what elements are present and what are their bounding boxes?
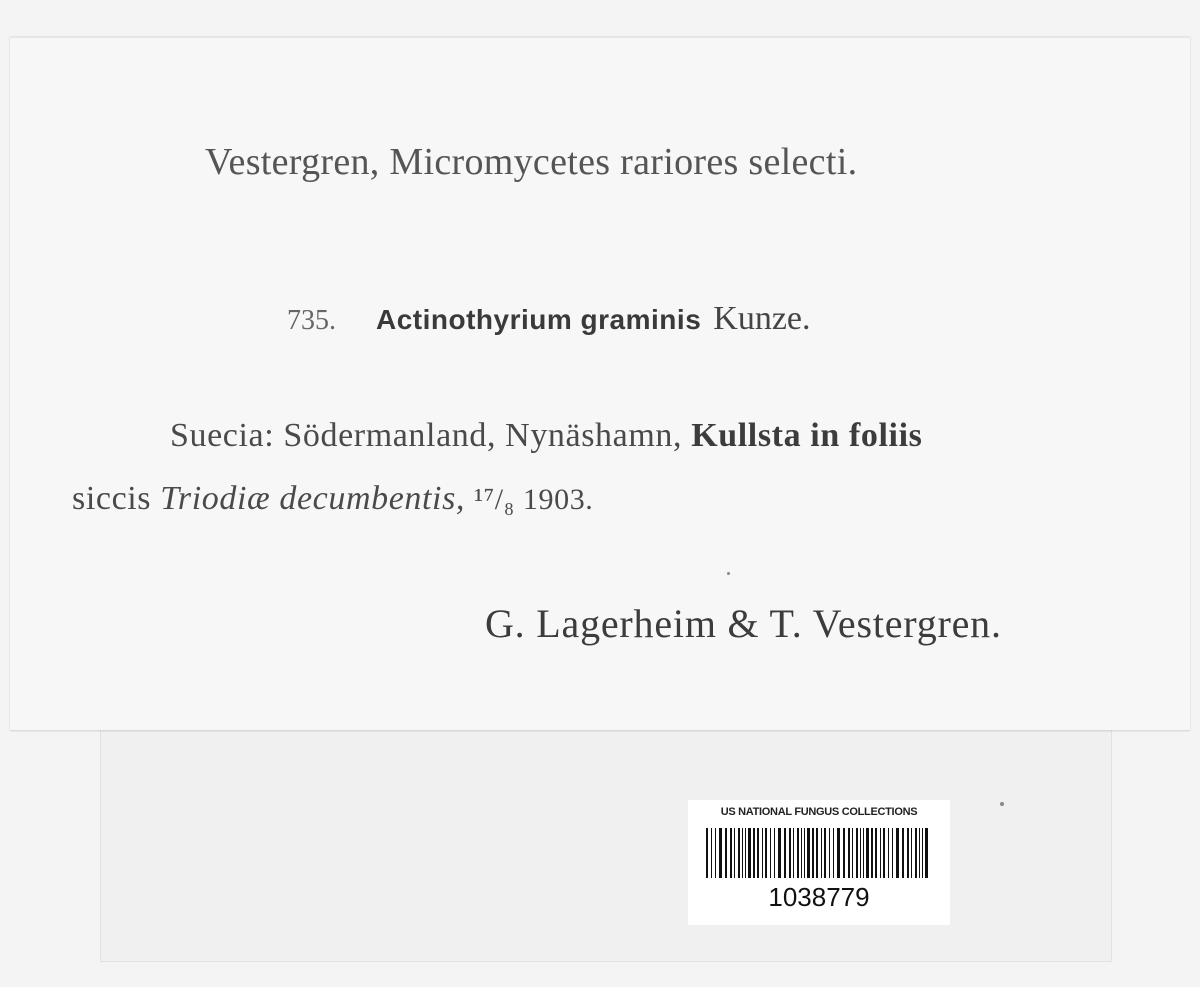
barcode-bar bbox=[922, 828, 923, 878]
barcode-bar bbox=[738, 828, 740, 878]
barcode-bar bbox=[888, 828, 889, 878]
barcode-bar bbox=[896, 828, 899, 878]
speck bbox=[1000, 802, 1004, 806]
entry-number: 735. bbox=[287, 305, 336, 336]
locality-line-2 bbox=[72, 480, 593, 518]
barcode-institution: US NATIONAL FUNGUS COLLECTIONS bbox=[720, 806, 918, 818]
barcode-bar bbox=[734, 828, 735, 878]
barcode-bar bbox=[829, 828, 830, 878]
barcode-bar bbox=[856, 828, 858, 878]
barcode-label bbox=[688, 800, 950, 925]
barcode-bar bbox=[730, 828, 732, 878]
barcode-bar bbox=[745, 828, 746, 878]
barcode-bar bbox=[711, 828, 712, 878]
barcode-bar bbox=[770, 828, 771, 878]
barcode-bar bbox=[715, 828, 716, 878]
locality-line-1 bbox=[170, 417, 922, 455]
taxon-entry bbox=[287, 300, 811, 338]
barcode-icon bbox=[706, 828, 932, 878]
barcode-bar bbox=[925, 828, 928, 878]
collectors: G. Lagerheim & T. Vestergren. bbox=[485, 601, 1002, 646]
host-plant: Triodiæ decumbentis, bbox=[160, 480, 466, 517]
barcode-bar bbox=[866, 828, 869, 878]
barcode-number: 1038779 bbox=[768, 882, 870, 912]
barcode-bar bbox=[863, 828, 864, 878]
barcode-bar bbox=[902, 828, 904, 878]
barcode-bar bbox=[719, 828, 722, 878]
backing-sheet bbox=[100, 720, 1112, 962]
barcode-bar bbox=[784, 828, 786, 878]
barcode-bar bbox=[892, 828, 893, 878]
barcode-bar bbox=[880, 828, 881, 878]
locality-prefix: Suecia: Södermanland, Nynäshamn, bbox=[170, 417, 683, 454]
taxon-author: Kunze. bbox=[713, 300, 811, 337]
barcode-bar bbox=[852, 828, 853, 878]
barcode-bar bbox=[848, 828, 850, 878]
barcode-bar bbox=[919, 828, 920, 878]
barcode-bar bbox=[762, 828, 763, 878]
barcode-bar bbox=[837, 828, 840, 878]
speck bbox=[727, 572, 730, 575]
barcode-bar bbox=[824, 828, 826, 878]
barcode-bar bbox=[883, 828, 885, 878]
barcode-bar bbox=[915, 828, 917, 878]
barcode-bar bbox=[812, 828, 814, 878]
barcode-bar bbox=[774, 828, 775, 878]
barcode-bar bbox=[907, 828, 909, 878]
barcode-bar bbox=[860, 828, 861, 878]
barcode-bar bbox=[816, 828, 818, 878]
barcode-bar bbox=[706, 828, 708, 878]
barcode-bar bbox=[725, 828, 727, 878]
barcode-bar bbox=[911, 828, 912, 878]
taxon-name: Actinothyrium graminis bbox=[376, 304, 702, 335]
collection-date: ¹⁷/₈ 1903. bbox=[474, 483, 594, 516]
barcode-bar bbox=[807, 828, 810, 878]
barcode-bar bbox=[778, 828, 781, 878]
barcode-bar bbox=[742, 828, 743, 878]
barcode-bar bbox=[793, 828, 794, 878]
barcode-bar bbox=[871, 828, 873, 878]
locality-site: Kullsta in foliis bbox=[691, 417, 923, 454]
barcode-bar bbox=[753, 828, 755, 878]
barcode-bar bbox=[804, 828, 805, 878]
barcode-bar bbox=[765, 828, 767, 878]
barcode-bar bbox=[833, 828, 834, 878]
barcode-bar bbox=[757, 828, 759, 878]
label-header: Vestergren, Micromycetes rariores selecti. bbox=[205, 141, 858, 183]
barcode-bar bbox=[801, 828, 802, 878]
barcode-bar bbox=[789, 828, 791, 878]
substrate-text: siccis bbox=[72, 480, 152, 517]
barcode-bar bbox=[821, 828, 822, 878]
barcode-bar bbox=[875, 828, 877, 878]
barcode-bar bbox=[843, 828, 845, 878]
barcode-bar bbox=[748, 828, 751, 878]
barcode-bar bbox=[797, 828, 799, 878]
